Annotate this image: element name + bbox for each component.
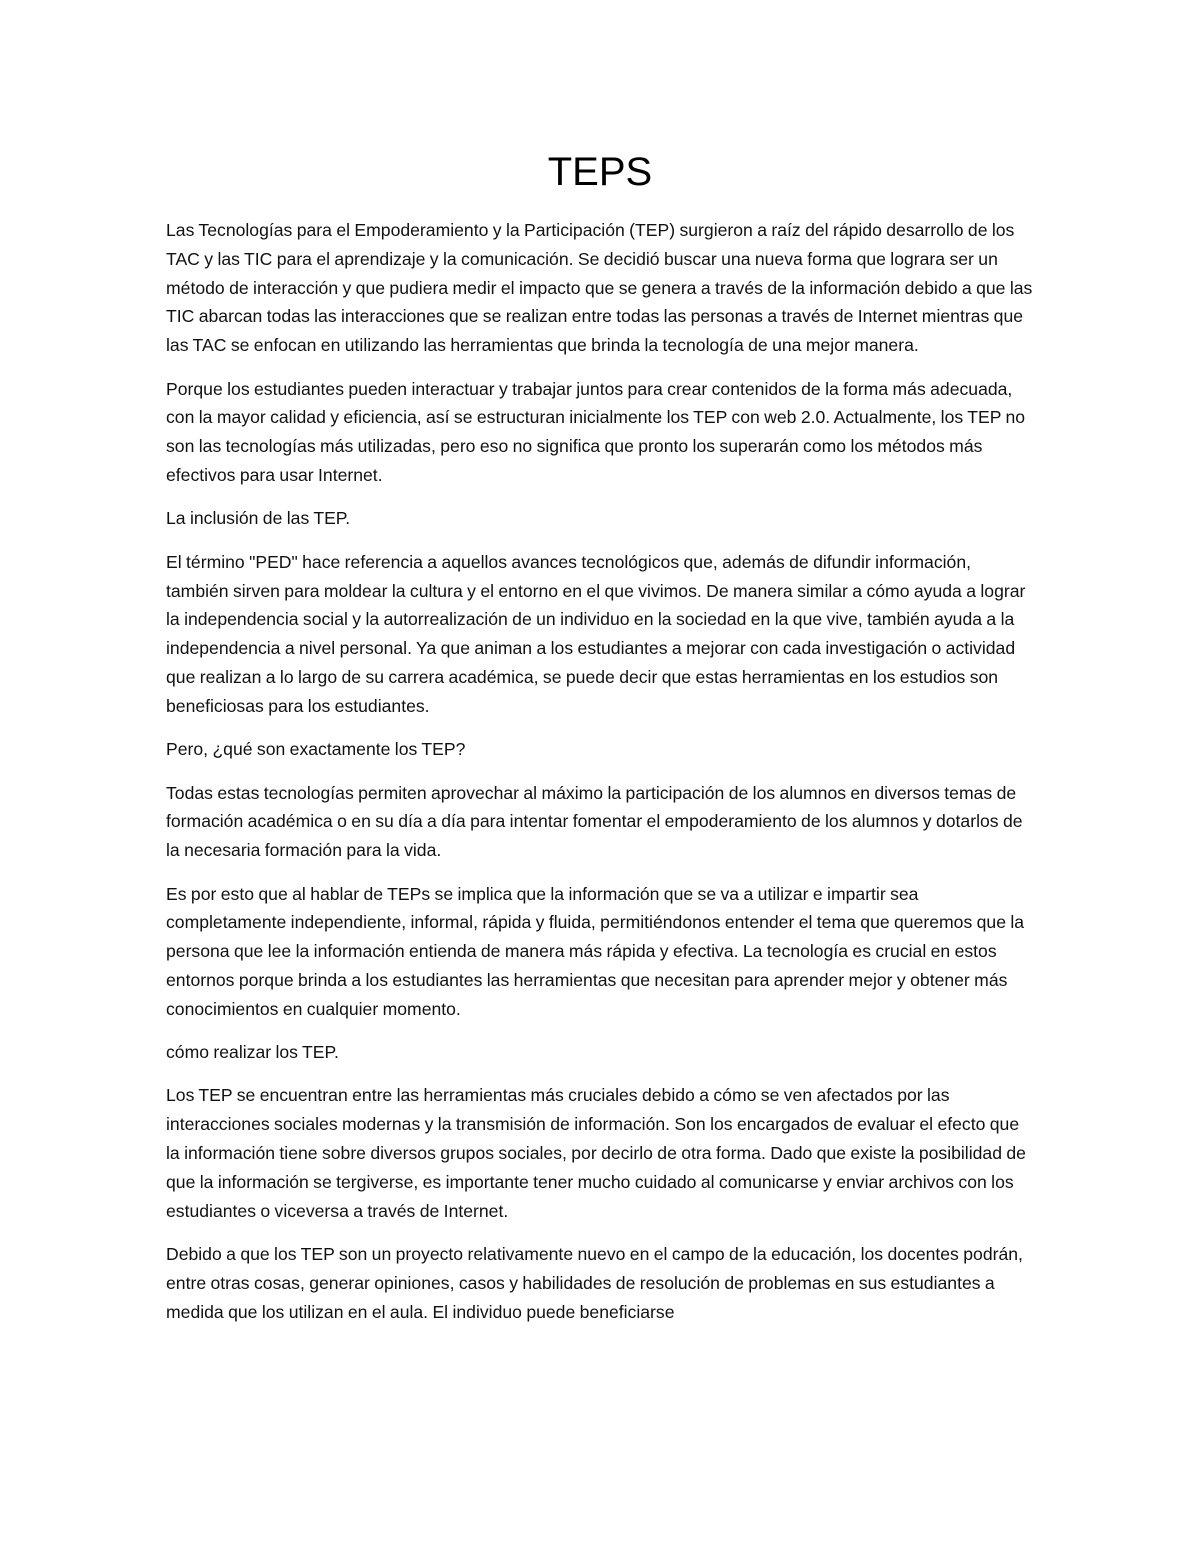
paragraph-intro: Las Tecnologías para el Empoderamiento y la Participación (TEP) surgieron a raíz del rápido desarrollo de los TAC y las TIC para el aprendizaje y la comunicación. Se decidió buscar una nueva forma que lograra ser un método de interacción y que pudiera medir el impacto que se genera a través de la información debido a que las TIC abarcan todas las interacciones que se realizan entre todas las personas a través de Internet mientras que las TAC se enfocan en utilizando las herramientas que brinda la tecnología de una mejor manera.	[166, 220, 1033, 356]
paragraph-teachers: Debido a que los TEP son un proyecto relativamente nuevo en el campo de la educación, los docentes podrán, entre otras cosas, generar opiniones, casos y habilidades de resolución de problemas en sus estudiantes a medida que los utilizan en el aula. El individuo puede beneficiarse	[166, 1244, 1023, 1322]
paragraph-students: Porque los estudiantes pueden interactuar y trabajar juntos para crear contenidos de la forma más adecuada, con la mayor calidad y eficiencia, así se estructuran inicialmente los TEP con web 2.0. Actualmente, los TEP no son las tecnologías más utilizadas, pero eso no significa que pronto los superarán como los métodos más efectivos para usar Internet.	[166, 378, 1026, 485]
paragraph-ped-term: El término "PED" hace referencia a aquellos avances tecnológicos que, además de difundir información, también sirven para moldear la cultura y el entorno en el que vivimos. De manera similar a cómo ayuda a lograr la independencia social y la autorrealización de un individuo en la sociedad en la que vive, también ayuda a la independencia a nivel personal. Ya que animan a los estudiantes a mejorar con cada investigación o actividad que realizan a lo largo de su carrera académica, se puede decir que estas herramientas en los estudios son beneficiosas para los estudiantes.	[166, 551, 1026, 716]
paragraph-teps-information: Es por esto que al hablar de TEPs se implica que la información que se va a utilizar e impartir sea completamente independiente, informal, rápida y fluida, permitiéndonos entender el tema que queremos que la persona que lee la información entienda de manera más rápida y efectiva. La tecnología es crucial en estos entornos porque brinda a los estudiantes las herramientas que necesitan para aprender mejor y obtener más conocimientos en cualquier momento.	[166, 883, 1025, 1019]
document-body	[166, 216, 1036, 1341]
heading-inclusion: La inclusión de las TEP.	[166, 508, 351, 529]
heading-how-to: cómo realizar los TEP.	[166, 1042, 339, 1063]
paragraph-crucial-tools: Los TEP se encuentran entre las herramientas más cruciales debido a cómo se ven afectados por las interacciones sociales modernas y la transmisión de información. Son los encargados de evaluar el efecto que la información tiene sobre diversos grupos sociales, por decirlo de otra forma. Dado que existe la posibilidad de que la información se tergiverse, es importante tener mucho cuidado al comunicarse y enviar archivos con los estudiantes o viceversa a través de Internet.	[166, 1085, 1026, 1221]
document-title: TEPS	[547, 150, 653, 194]
paragraph-participation: Todas estas tecnologías permiten aprovechar al máximo la participación de los alumnos en diversos temas de formación académica o en su día a día para intentar fomentar el empoderamiento de los alumnos y dotarlos de la necesaria formación para la vida.	[166, 782, 1023, 861]
heading-what-are-tep: Pero, ¿qué son exactamente los TEP?	[166, 739, 466, 760]
